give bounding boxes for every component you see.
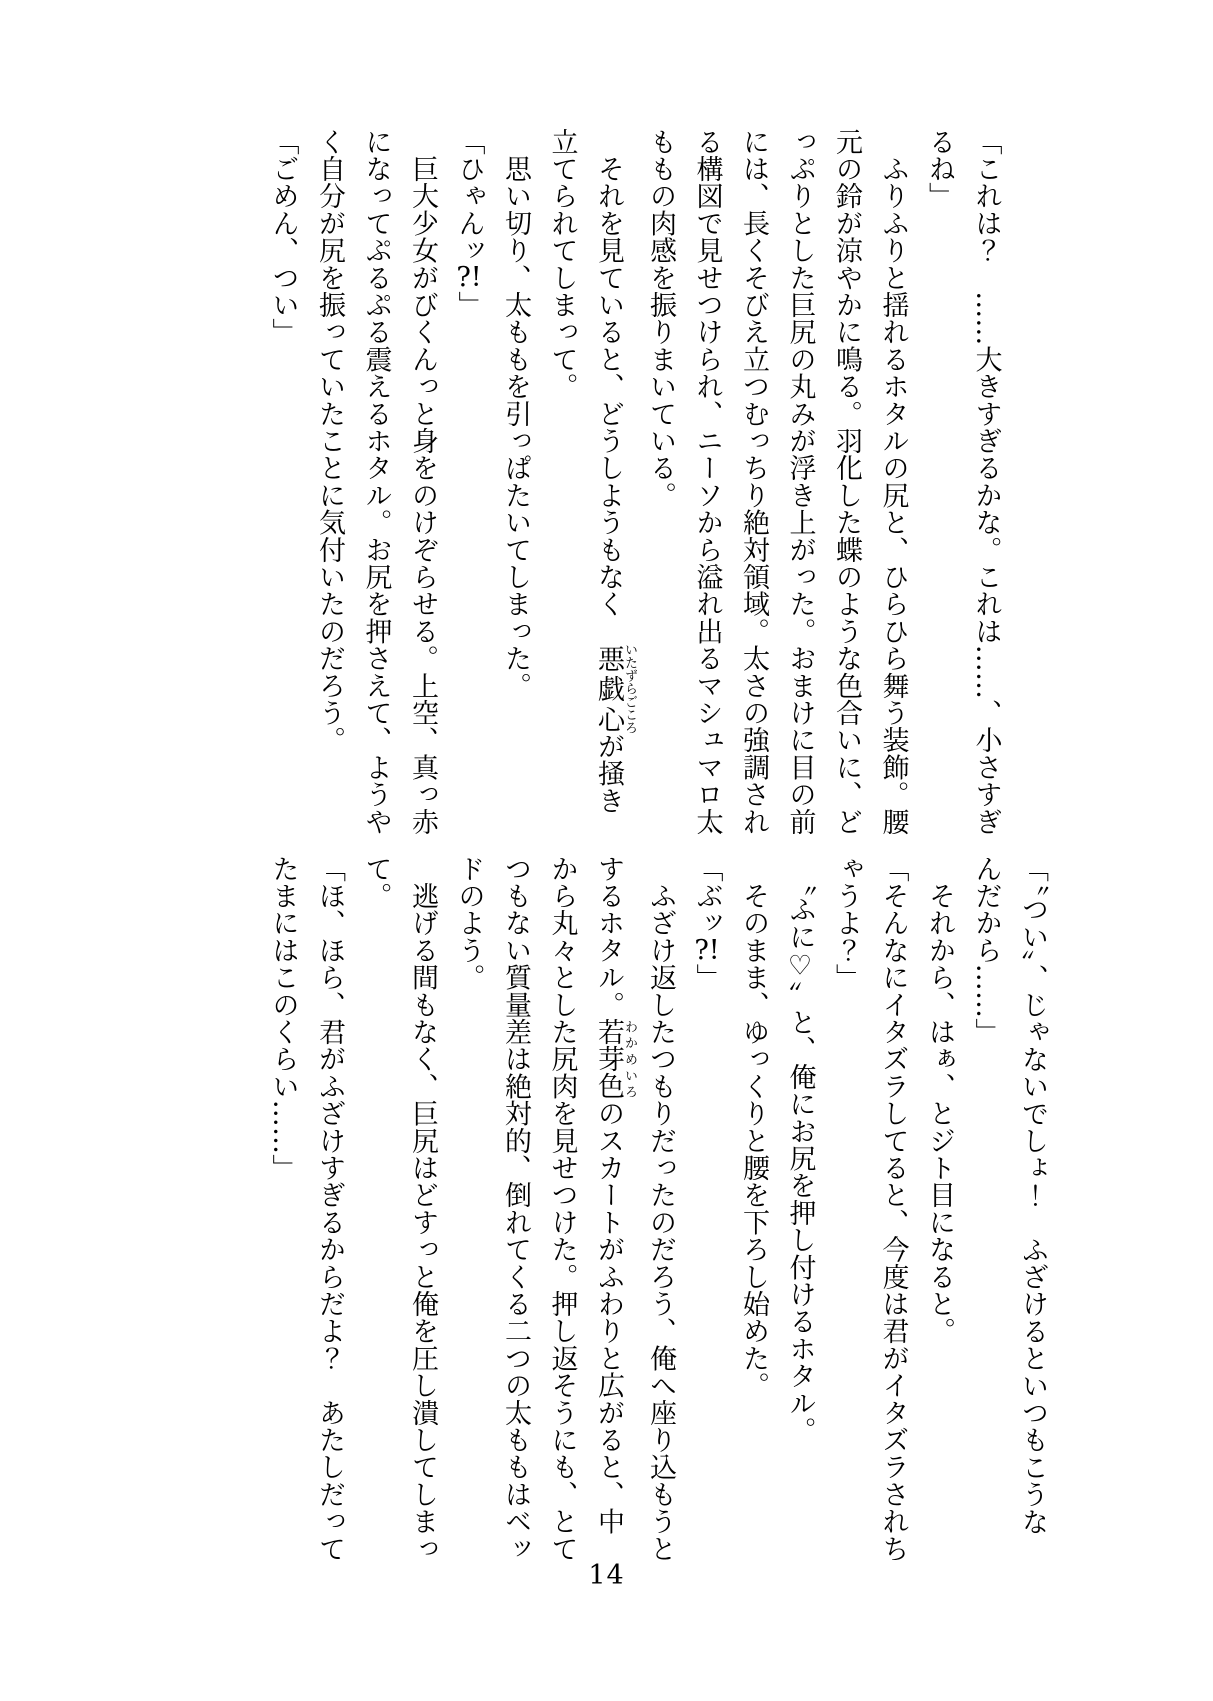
text-column: っぷりとした巨尻の丸みが浮き上がった。おまけに目の前 [784,128,816,836]
text-column [1009,128,1056,844]
text-column: 「ひゃんッ?!」 [453,128,485,319]
text-column: 「ごめん、つい」 [267,128,299,346]
text-column: 思い切り、太ももを引っぱたいてしまった。 [500,128,531,700]
text-column: ふりふりと揺れるホタルの尻と、ひらひら舞う装飾。腰 [877,128,909,836]
text-column: 「ぶッ?!」 [691,855,723,991]
text-column: 「そんなにイタズラしてると、今度は君がイタズラされち [877,855,909,1563]
text-column: 「〝つい〟、じゃないでしょ！ ふざけるといつもこうな [1017,855,1048,1536]
tate-chu-yoko: ?! [456,264,482,291]
text-column: て。 [360,855,392,910]
text-column: には、長くそびえ立つむっちり絶対領域。太さの強調され [738,128,769,836]
text-column: 「ほ、ほら、君がふざけすぎるからだよ？ あたしだって [314,855,345,1563]
text-column: ドのよう。 [453,855,485,991]
text-column: から丸々とした尻肉を見せつけた。押し返そうにも、とて [546,855,578,1563]
text-column: になってぷるぷる震えるホタル。お尻を押さえて、ようや [360,128,392,836]
text-column: ももの肉感を振りまいている。 [645,128,676,509]
text-column: ふざけ返したつもりだったのだろう、俺へ座り込もうと [645,855,676,1563]
text-column: るね」 [924,128,955,210]
text-column: 元の鈴が涼やかに鳴る。羽化した蝶のような色合いに、ど [831,128,862,836]
text-column: するホタル。若芽色わかめいろのスカートがふわりと広がると、中 [593,855,637,1536]
text-column: 〝ふに♡〟と、俺にお尻を押し付けるホタル。 [784,855,816,1444]
text-column: く自分が尻を振っていたことに気付いたのだろう。 [314,128,345,754]
text-column: 巨大少女がびくんっと身をのけぞらせる。上空、真っ赤 [407,128,438,836]
text-column: つもない質量差は絶対的、倒れてくる二つの太ももはベッ [500,855,531,1563]
furigana-ruby: 若芽色わかめいろ [593,1018,637,1100]
page-number: 14 [588,1560,625,1591]
text-column: それを見ていると、どうしようもなく 悪戯心いたずらごころが掻き [593,128,637,815]
furigana-ruby: 悪戯心いたずらごころ [593,643,637,735]
text-column: それから、はぁ、とジト目になると。 [924,855,955,1345]
lower-text-band [259,855,1055,1571]
text-column: 立てられてしまって。 [546,128,578,400]
text-column: たまにはこのくらい……」 [267,855,299,1182]
upper-text-band [259,128,1055,844]
text-column: そのまま、ゆっくりと腰を下ろし始めた。 [738,855,769,1399]
text-column: 「これは？ ……大きすぎるかな。これは……、小さすぎ [970,128,1002,836]
text-column: る構図で見せつけられ、ニーソから溢れ出るマシュマロ太 [691,128,723,836]
text-column: んだから……」 [970,855,1002,1046]
text-column: 逃げる間もなく、巨尻はどすっと俺を圧し潰してしまっ [407,855,438,1563]
tate-chu-yoko: ?! [694,936,720,964]
text-column: ゃうよ？」 [831,855,862,991]
